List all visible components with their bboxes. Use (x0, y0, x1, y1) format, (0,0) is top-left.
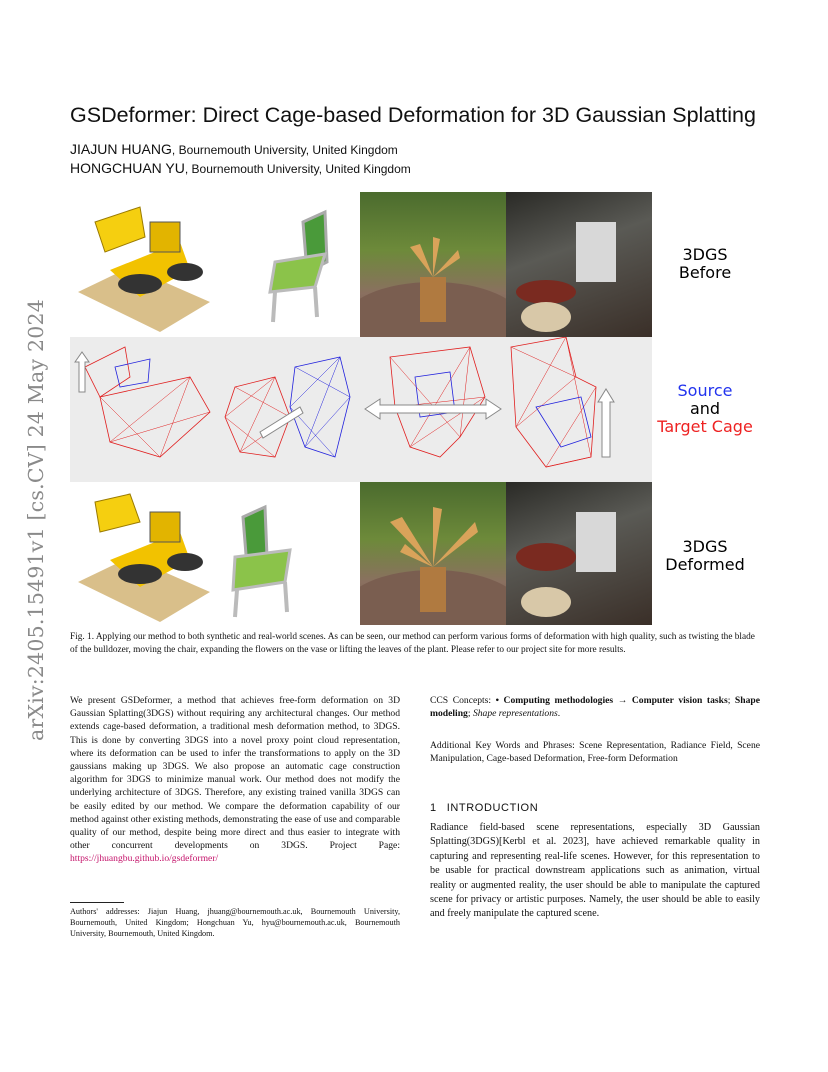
abstract (70, 694, 400, 866)
row-label-before-line2: Before (678, 263, 732, 282)
author-2 (70, 160, 411, 176)
plant-cage (506, 337, 652, 482)
ccs-shape-modeling: Shape modeling (430, 695, 760, 720)
ccs-shape-representations: Shape representations (472, 708, 558, 720)
ccs-separator-2: ; (467, 708, 473, 720)
project-page-link[interactable]: https://jhuangbu.github.io/gsdeformer/ (70, 853, 219, 865)
author-1-affiliation: , Bournemouth University, United Kingdom (171, 143, 398, 157)
row-label-before-line1: 3DGS (682, 245, 728, 264)
authors-addresses-footnote: Authors' addresses: Jiajun Huang, jhuang@bournemouth.ac.uk, Bournemouth University, Bournemouth, United Kingdom; Hongchuan Yu, hyu@bournemouth.ac.uk, Bournemouth University, Bournemouth, United Kingdom. (70, 907, 400, 938)
section-heading-introduction (430, 802, 760, 814)
figure-caption: Fig. 1. Applying our method to both synthetic and real-world scenes. As can be seen, our method can perform various forms of deformation with high quality, such as twisting the blade of the bulldozer, moving the chair, expanding the flowers on the vase or lifting the leaves of the plant. Please refer to our project site for more results. (70, 632, 755, 655)
row-label-before (652, 246, 758, 282)
ccs-separator: ; (727, 695, 735, 706)
vase-deformed-image (360, 482, 506, 625)
row-label-deformed-line2: Deformed (665, 555, 745, 574)
plant-before-image (506, 192, 652, 337)
author-2-name: HONGCHUAN YU (70, 160, 185, 176)
ccs-end: . (557, 708, 561, 720)
ccs-computing-methodologies: • Computing methodologies → Computer vision tasks (495, 695, 728, 706)
section-title: INTRODUCTION (446, 802, 539, 814)
row-label-deformed (652, 538, 758, 574)
chair-cage (215, 337, 360, 482)
abstract-text: We present GSDeformer, a method that achieves free-form deformation on 3D Gaussian Splatting(3DGS) without requiring any architectural changes. Our method extends cage-based deformation, a traditional mesh deformation method, to 3DGS. This is done by converting 3DGS into a novel proxy point cloud representation, where its deformation can be used to infer the transformations to apply on the 3D gaussians making up 3DGS. We also propose an automatic cage construction algorithm for 3DGS to minimize manual work. Our method does not modify the underlying architecture of 3DGS. Therefore, any existing trained vanilla 3DGS can be easily edited by our method. We compare the deformation capability of our method against other existing methods, demonstrating the ease of use and comparable quality of our method, despite being more direct and thus easier to integrate with other concurrent developments on 3DGS. Project Page: (70, 695, 400, 852)
teaser-figure (70, 192, 758, 625)
author-2-affiliation: , Bournemouth University, United Kingdom (184, 162, 411, 176)
arxiv-identifier: arXiv:2405.15491v1 [cs.CV] 24 May 2024 (24, 299, 48, 741)
section-number: 1 (430, 802, 437, 814)
row-label-source: Source (677, 381, 733, 400)
vase-cage (360, 337, 506, 482)
plant-deformed-image (506, 482, 652, 625)
ccs-prefix: CCS Concepts: (430, 695, 496, 706)
chair-deformed-image (215, 482, 360, 625)
paper-title: GSDeformer: Direct Cage-based Deformation for 3D Gaussian Splatting (70, 103, 756, 127)
bulldozer-deformed-image (70, 482, 215, 625)
footnote-rule (70, 902, 124, 903)
row-label-target-cage: Target Cage (657, 417, 753, 436)
bulldozer-cage (70, 337, 215, 482)
author-1-name: JIAJUN HUANG (70, 141, 172, 157)
chair-before-image (215, 192, 360, 337)
row-label-and: and (689, 399, 721, 418)
author-1 (70, 141, 398, 157)
row-label-cages (652, 382, 758, 436)
row-label-deformed-line1: 3DGS (682, 537, 728, 556)
arxiv-stamp (18, 275, 54, 765)
ccs-concepts (430, 694, 760, 720)
bulldozer-before-image (70, 192, 215, 337)
additional-keywords: Additional Key Words and Phrases: Scene Representation, Radiance Field, Scene Manipulation, Cage-based Deformation, Free-form Deformation (430, 740, 760, 765)
vase-before-image (360, 192, 506, 337)
introduction-paragraph: Radiance field-based scene representations, especially 3D Gaussian Splatting(3DGS)[Kerbl et al. 2023], have achieved remarkable quality in capturing and representing real-life scenes. However, for this representation to be usable for practical downstream applications such as animation, virtual reality or augmented reality, the user should be able to manipulate the captured scene for privacy or artistic purposes. Namely, the user should be able to easily and freely manipulate the captured scene. (430, 822, 760, 920)
